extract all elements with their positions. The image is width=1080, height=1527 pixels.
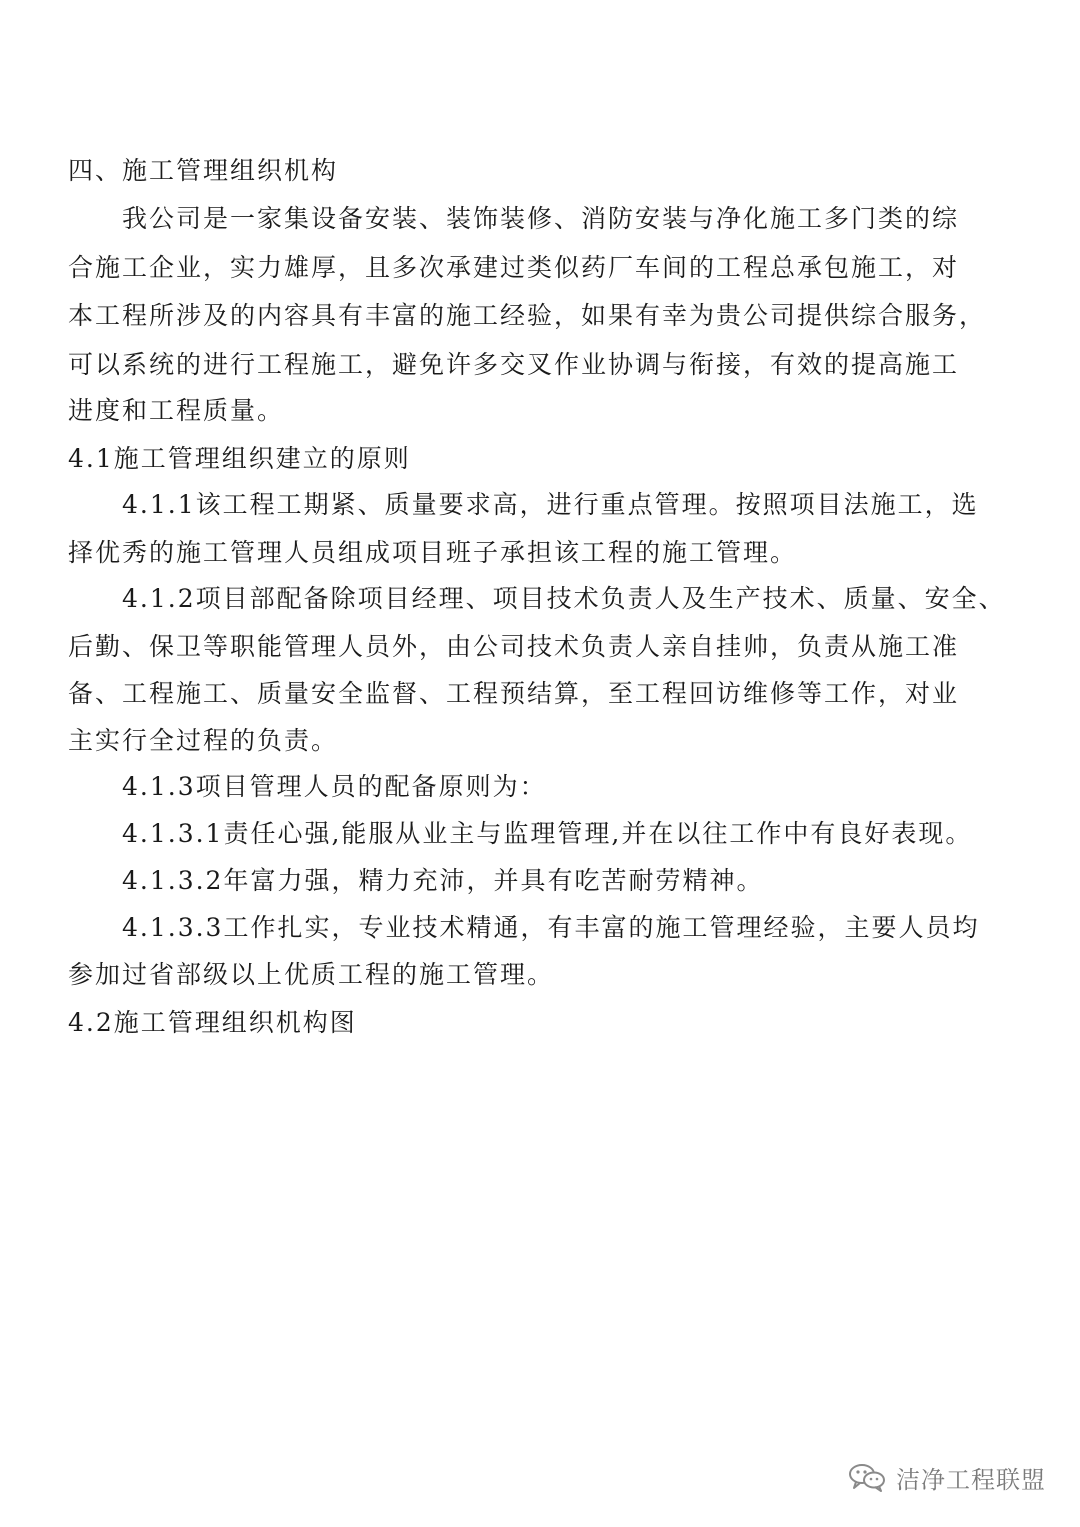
watermark	[848, 1457, 1046, 1497]
section-heading: 四、施工管理组织机构	[68, 156, 339, 185]
p-4-1-2-line-2: 后勤、保卫等职能管理人员外，由公司技术负责人亲自挂帅，负责从施工准	[68, 632, 960, 661]
subsection-4-2-title: 4.2施工管理组织机构图	[68, 1008, 357, 1037]
wechat-icon	[848, 1462, 886, 1492]
intro-line-5: 进度和工程质量。	[68, 396, 285, 425]
p-4-1-1-line-1: 4.1.1该工程工期紧、质量要求高，进行重点管理。按照项目法施工，选	[122, 490, 979, 519]
intro-line-3: 本工程所涉及的内容具有丰富的施工经验，如果有幸为贵公司提供综合服务，	[68, 301, 987, 330]
intro-line-1: 我公司是一家集设备安装、装饰装修、消防安装与净化施工多门类的综	[122, 204, 960, 233]
p-4-1-3-2: 4.1.3.2年富力强，精力充沛，并具有吃苦耐劳精神。	[122, 866, 764, 895]
p-4-1-3-3-line-2: 参加过省部级以上优质工程的施工管理。	[68, 960, 555, 989]
p-4-1-3: 4.1.3项目管理人员的配备原则为：	[122, 772, 547, 801]
p-4-1-3-1: 4.1.3.1责任心强,能服从业主与监理管理,并在以往工作中有良好表现。	[122, 819, 973, 848]
p-4-1-1-line-2: 择优秀的施工管理人员组成项目班子承担该工程的施工管理。	[68, 538, 798, 567]
intro-line-2: 合施工企业，实力雄厚，且多次承建过类似药厂车间的工程总承包施工，对	[68, 253, 960, 282]
p-4-1-2-line-4: 主实行全过程的负责。	[68, 726, 339, 755]
p-4-1-3-3-line-1: 4.1.3.3工作扎实，专业技术精通，有丰富的施工管理经验，主要人员均	[122, 913, 980, 942]
intro-line-4: 可以系统的进行工程施工，避免许多交叉作业协调与衔接，有效的提高施工	[68, 350, 960, 379]
subsection-4-1-title: 4.1施工管理组织建立的原则	[68, 444, 411, 473]
p-4-1-2-line-1: 4.1.2项目部配备除项目经理、项目技术负责人及生产技术、质量、安全、	[122, 584, 1006, 613]
p-4-1-2-line-3: 备、工程施工、质量安全监督、工程预结算，至工程回访维修等工作，对业	[68, 679, 960, 708]
watermark-text: 洁净工程联盟	[896, 1465, 1046, 1494]
